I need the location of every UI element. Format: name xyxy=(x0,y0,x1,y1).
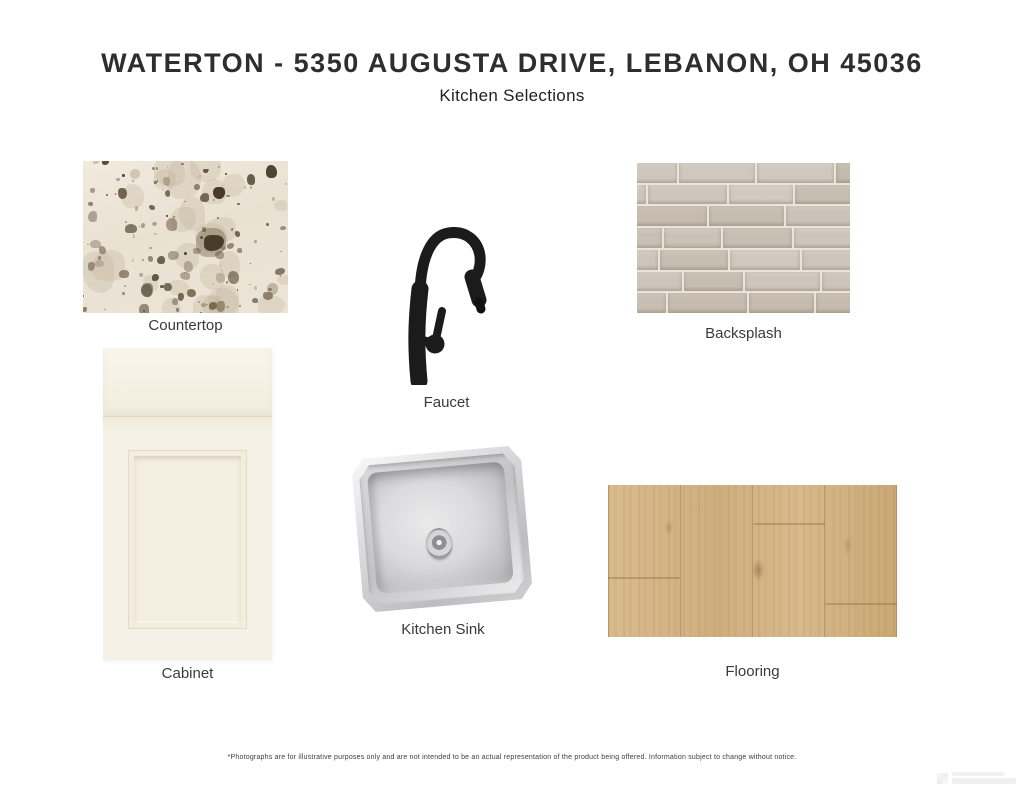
granite-speckle xyxy=(272,197,275,201)
cabinet-drawer-front xyxy=(103,348,272,417)
granite-speckle xyxy=(285,183,287,185)
granite-speckle xyxy=(125,224,137,233)
watermark-text-line xyxy=(952,772,1004,776)
granite-speckle xyxy=(83,307,87,312)
backsplash-swatch-image xyxy=(637,163,850,313)
granite-speckle xyxy=(98,256,101,259)
plank-joint xyxy=(608,577,680,579)
tile-row xyxy=(637,250,850,270)
granite-speckle xyxy=(237,289,239,291)
granite-speckle xyxy=(165,190,170,197)
tile-row xyxy=(637,228,850,248)
granite-speckle xyxy=(106,194,108,196)
granite-speckle xyxy=(258,296,285,313)
subway-tile xyxy=(648,185,727,205)
granite-speckle xyxy=(226,195,230,198)
subway-tile xyxy=(822,272,850,292)
black-faucet-illustration xyxy=(399,227,494,385)
granite-speckle xyxy=(178,293,184,301)
tile-row xyxy=(637,272,850,292)
granite-speckle xyxy=(152,274,159,282)
cabinet-rail xyxy=(103,417,272,429)
granite-speckle xyxy=(217,217,219,219)
granite-speckle xyxy=(119,270,129,278)
subway-tile xyxy=(637,250,658,270)
granite-speckle xyxy=(90,188,95,194)
granite-speckle xyxy=(122,292,125,295)
granite-speckle xyxy=(135,206,139,211)
granite-speckle xyxy=(252,298,258,302)
granite-speckle xyxy=(83,295,84,297)
faucet-label: Faucet xyxy=(423,394,470,411)
subway-tile xyxy=(637,293,666,313)
granite-speckle xyxy=(218,166,220,167)
subway-tile xyxy=(802,250,850,270)
granite-speckle xyxy=(222,174,245,197)
page-title: WATERTON - 5350 AUGUSTA DRIVE, LEBANON, OH 45036 xyxy=(101,48,923,78)
granite-speckle xyxy=(244,186,246,189)
granite-speckle xyxy=(166,218,177,231)
granite-speckle xyxy=(154,233,157,235)
granite-speckle xyxy=(149,205,155,210)
cabinet-swatch-image xyxy=(103,348,272,660)
granite-speckle xyxy=(267,283,278,295)
granite-speckle xyxy=(141,223,145,228)
granite-speckle xyxy=(166,215,168,217)
granite-speckle xyxy=(152,222,157,226)
granite-speckle xyxy=(164,283,171,291)
plank-joint xyxy=(825,603,897,605)
granite-speckle xyxy=(235,231,240,237)
granite-speckle xyxy=(157,256,164,264)
subway-tile xyxy=(668,293,747,313)
granite-speckle xyxy=(139,226,141,227)
granite-speckle xyxy=(226,306,229,308)
granite-speckle xyxy=(194,184,200,190)
granite-speckle xyxy=(88,202,93,206)
tile-row xyxy=(637,163,850,183)
granite-speckle xyxy=(156,167,158,169)
countertop-label: Countertop xyxy=(148,317,223,334)
subway-tile xyxy=(786,206,850,226)
watermark-text-lines xyxy=(952,772,1016,784)
granite-speckle xyxy=(227,243,234,249)
cabinet-door xyxy=(103,429,272,660)
granite-speckle xyxy=(226,281,228,284)
tile-row xyxy=(637,185,850,205)
sink-outer-rim xyxy=(351,445,534,613)
kitchen-sink-image xyxy=(355,448,531,616)
watermark-logo-icon xyxy=(937,773,948,784)
granite-speckle xyxy=(237,203,239,205)
subway-tile xyxy=(749,293,815,313)
granite-speckle xyxy=(187,289,196,297)
granite-speckle xyxy=(250,263,252,264)
subway-tile xyxy=(709,206,784,226)
subway-tile xyxy=(730,250,799,270)
granite-speckle xyxy=(149,247,152,249)
granite-speckle xyxy=(200,312,202,313)
granite-speckle xyxy=(201,303,206,307)
subway-tile xyxy=(684,272,743,292)
subway-tile xyxy=(637,272,682,292)
subway-tile xyxy=(637,228,662,248)
granite-speckle xyxy=(266,165,277,178)
subway-tile xyxy=(660,250,728,270)
granite-speckle xyxy=(198,301,200,302)
subway-tile xyxy=(757,163,834,183)
flooring-swatch-image xyxy=(608,485,897,637)
backsplash-label: Backsplash xyxy=(705,325,782,342)
tile-row xyxy=(637,293,850,313)
granite-speckle xyxy=(275,268,285,275)
granite-speckle xyxy=(225,173,227,175)
granite-speckle xyxy=(93,161,99,164)
granite-speckle xyxy=(228,271,240,284)
sink-bowl xyxy=(367,461,514,593)
granite-speckle xyxy=(173,216,175,218)
granite-speckle xyxy=(148,256,153,262)
granite-speckle xyxy=(277,275,288,285)
faucet-image xyxy=(399,227,494,385)
granite-speckle xyxy=(124,285,126,287)
granite-speckle xyxy=(90,240,101,248)
selection-backsplash xyxy=(637,163,850,342)
sink-drain xyxy=(425,527,454,560)
granite-speckle xyxy=(116,178,120,182)
granite-speckle xyxy=(143,310,145,312)
granite-speckle xyxy=(213,199,215,201)
selection-cabinet xyxy=(103,348,272,682)
granite-speckle xyxy=(254,286,257,289)
subway-tile xyxy=(794,228,850,248)
selection-flooring xyxy=(608,485,897,680)
flooring-label: Flooring xyxy=(725,663,780,680)
granite-speckle xyxy=(180,272,190,279)
plank-joint xyxy=(753,523,825,525)
selection-faucet xyxy=(399,227,494,411)
granite-speckle xyxy=(163,177,170,186)
granite-speckle xyxy=(132,259,134,262)
watermark-text-line xyxy=(952,778,1016,784)
granite-speckle xyxy=(237,248,242,254)
granite-speckle xyxy=(184,252,187,255)
granite-speckle xyxy=(168,251,179,260)
granite-speckle xyxy=(115,193,117,194)
disclaimer-text: *Photographs are for illustrative purposes only and are not intended to be an actual representation of the product being offered. Information subject to change without notice. xyxy=(227,754,797,761)
cabinet-recessed-panel xyxy=(129,451,246,628)
granite-speckle xyxy=(152,167,155,170)
granite-speckle xyxy=(87,244,89,246)
granite-speckle xyxy=(139,273,143,277)
granite-speckle xyxy=(184,261,192,272)
granite-speckle xyxy=(102,161,110,165)
kitchen-sink-label: Kitchen Sink xyxy=(401,621,485,638)
subway-tile xyxy=(679,163,756,183)
granite-speckle xyxy=(162,189,164,191)
granite-speckle xyxy=(239,305,241,307)
subway-tile xyxy=(637,185,646,205)
subway-tile xyxy=(836,163,850,183)
cabinet-label: Cabinet xyxy=(161,665,214,682)
granite-speckle xyxy=(176,308,179,312)
granite-speckle xyxy=(132,180,134,182)
granite-speckle xyxy=(247,174,255,185)
granite-speckle xyxy=(122,174,125,178)
granite-speckle xyxy=(280,251,282,252)
subway-tile xyxy=(637,206,707,226)
granite-speckle xyxy=(130,169,139,178)
granite-speckle xyxy=(280,226,286,230)
granite-speckle xyxy=(88,211,97,222)
granite-speckle xyxy=(216,301,224,312)
sheet-header xyxy=(0,48,1024,106)
granite-speckle xyxy=(104,309,106,310)
granite-speckle xyxy=(249,284,251,285)
subway-tile xyxy=(723,228,792,248)
granite-speckle xyxy=(141,284,152,297)
selection-kitchen-sink xyxy=(355,448,531,638)
countertop-swatch-image xyxy=(83,161,288,313)
selection-countertop xyxy=(83,161,288,334)
mls-watermark xyxy=(937,772,1016,784)
subway-tile xyxy=(795,185,850,205)
granite-speckle xyxy=(125,221,127,223)
subway-tile xyxy=(637,163,677,183)
subway-tile xyxy=(816,293,850,313)
tile-row xyxy=(637,206,850,226)
granite-speckle xyxy=(213,187,225,199)
granite-speckle xyxy=(142,259,144,261)
granite-speckle xyxy=(274,200,287,211)
granite-speckle xyxy=(254,240,256,242)
granite-speckle xyxy=(200,193,209,202)
subway-tile xyxy=(745,272,820,292)
page-subtitle: Kitchen Selections xyxy=(439,86,585,105)
granite-speckle xyxy=(133,236,135,238)
subway-tile xyxy=(664,228,721,248)
granite-speckle xyxy=(250,186,252,189)
granite-speckle xyxy=(266,223,269,226)
subway-tile xyxy=(729,185,793,205)
